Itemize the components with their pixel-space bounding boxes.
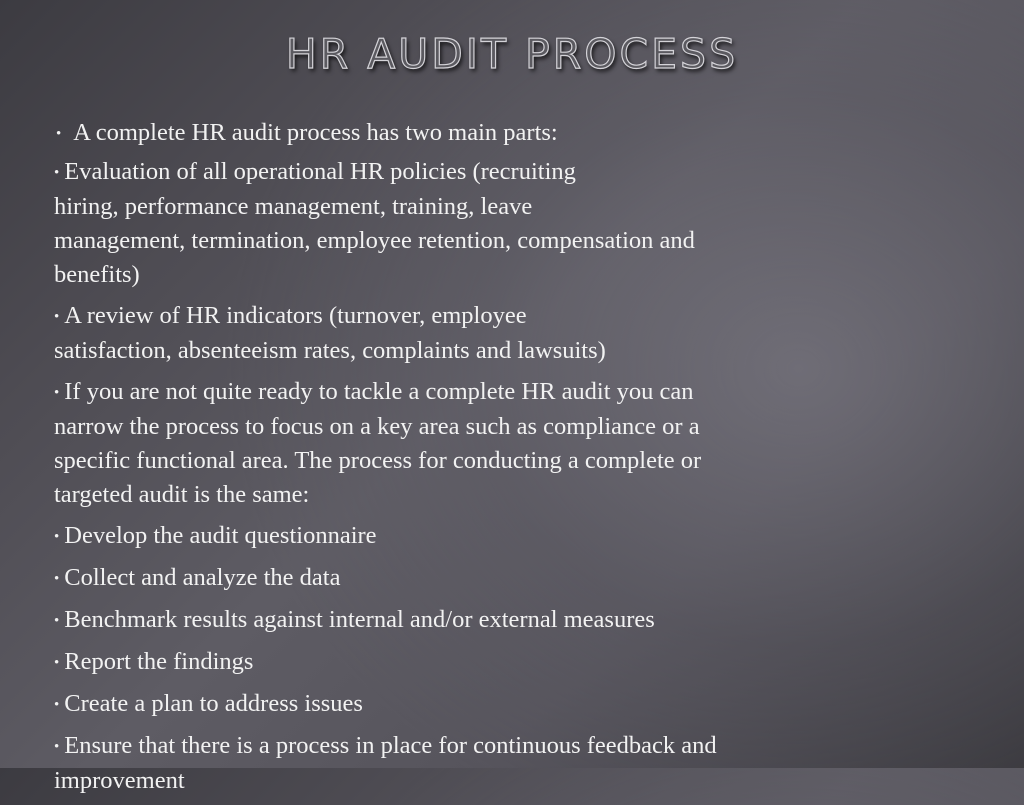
- bullet-icon: •: [54, 165, 60, 181]
- bullet-line: [54, 155, 954, 190]
- bullet-line: targeted audit is the same:: [54, 481, 310, 508]
- bullet-line: satisfaction, absenteeism rates, complaints and lawsuits): [54, 337, 606, 364]
- bullet-text: A complete HR audit process has two main parts:: [73, 119, 558, 146]
- bullet-line: improvement: [54, 767, 185, 794]
- bullet-item: [54, 687, 954, 722]
- bullet-icon: •: [54, 529, 60, 545]
- bullet-icon: •: [54, 309, 60, 325]
- bullet-item: [54, 729, 954, 798]
- bullet-icon: •: [54, 655, 60, 671]
- bullet-item: [54, 299, 954, 368]
- bullet-line: management, termination, employee retention, compensation and: [54, 227, 695, 254]
- bullet-item: [54, 155, 954, 292]
- bullet-line: [54, 519, 954, 554]
- bullet-line: [54, 561, 954, 596]
- bullet-icon: •: [54, 697, 60, 713]
- bullet-text: A review of HR indicators (turnover, employee: [64, 302, 527, 329]
- bullet-list: [54, 116, 954, 805]
- slide-title: HR AUDIT PROCESS: [285, 30, 739, 78]
- bullet-line: benefits): [54, 261, 140, 288]
- bullet-icon: •: [54, 739, 60, 755]
- bullet-item: [54, 519, 954, 554]
- bullet-text: If you are not quite ready to tackle a complete HR audit you can: [64, 378, 694, 405]
- bullet-text: Ensure that there is a process in place for continuous feedback and: [64, 732, 717, 759]
- bullet-line: specific functional area. The process for conducting a complete or: [54, 447, 702, 474]
- bullet-line: [54, 299, 954, 334]
- bullet-line: [54, 645, 954, 680]
- bullet-line: [54, 687, 954, 722]
- bullet-line: [54, 603, 954, 638]
- bullet-line: [54, 729, 954, 764]
- bullet-text: Develop the audit questionnaire: [64, 522, 377, 549]
- bullet-line: [54, 375, 954, 410]
- bullet-text: Report the findings: [64, 648, 254, 675]
- bullet-item: [54, 561, 954, 596]
- bullet-line: hiring, performance management, training, leave: [54, 193, 533, 220]
- bullet-text: Evaluation of all operational HR policies (recruiting: [64, 158, 576, 185]
- bullet-text: Create a plan to address issues: [64, 690, 363, 717]
- bullet-icon: •: [56, 126, 62, 142]
- bullet-line: [54, 116, 954, 151]
- bullet-item: [54, 375, 954, 512]
- bullet-item: [54, 116, 954, 151]
- bullet-icon: •: [54, 571, 60, 587]
- bullet-icon: •: [54, 613, 60, 629]
- bullet-item: [54, 645, 954, 680]
- bullet-text: Collect and analyze the data: [64, 564, 341, 591]
- bullet-item: [54, 603, 954, 638]
- bullet-icon: •: [54, 385, 60, 401]
- bullet-text: Benchmark results against internal and/or external measures: [64, 606, 655, 633]
- bullet-line: narrow the process to focus on a key area such as compliance or a: [54, 413, 700, 440]
